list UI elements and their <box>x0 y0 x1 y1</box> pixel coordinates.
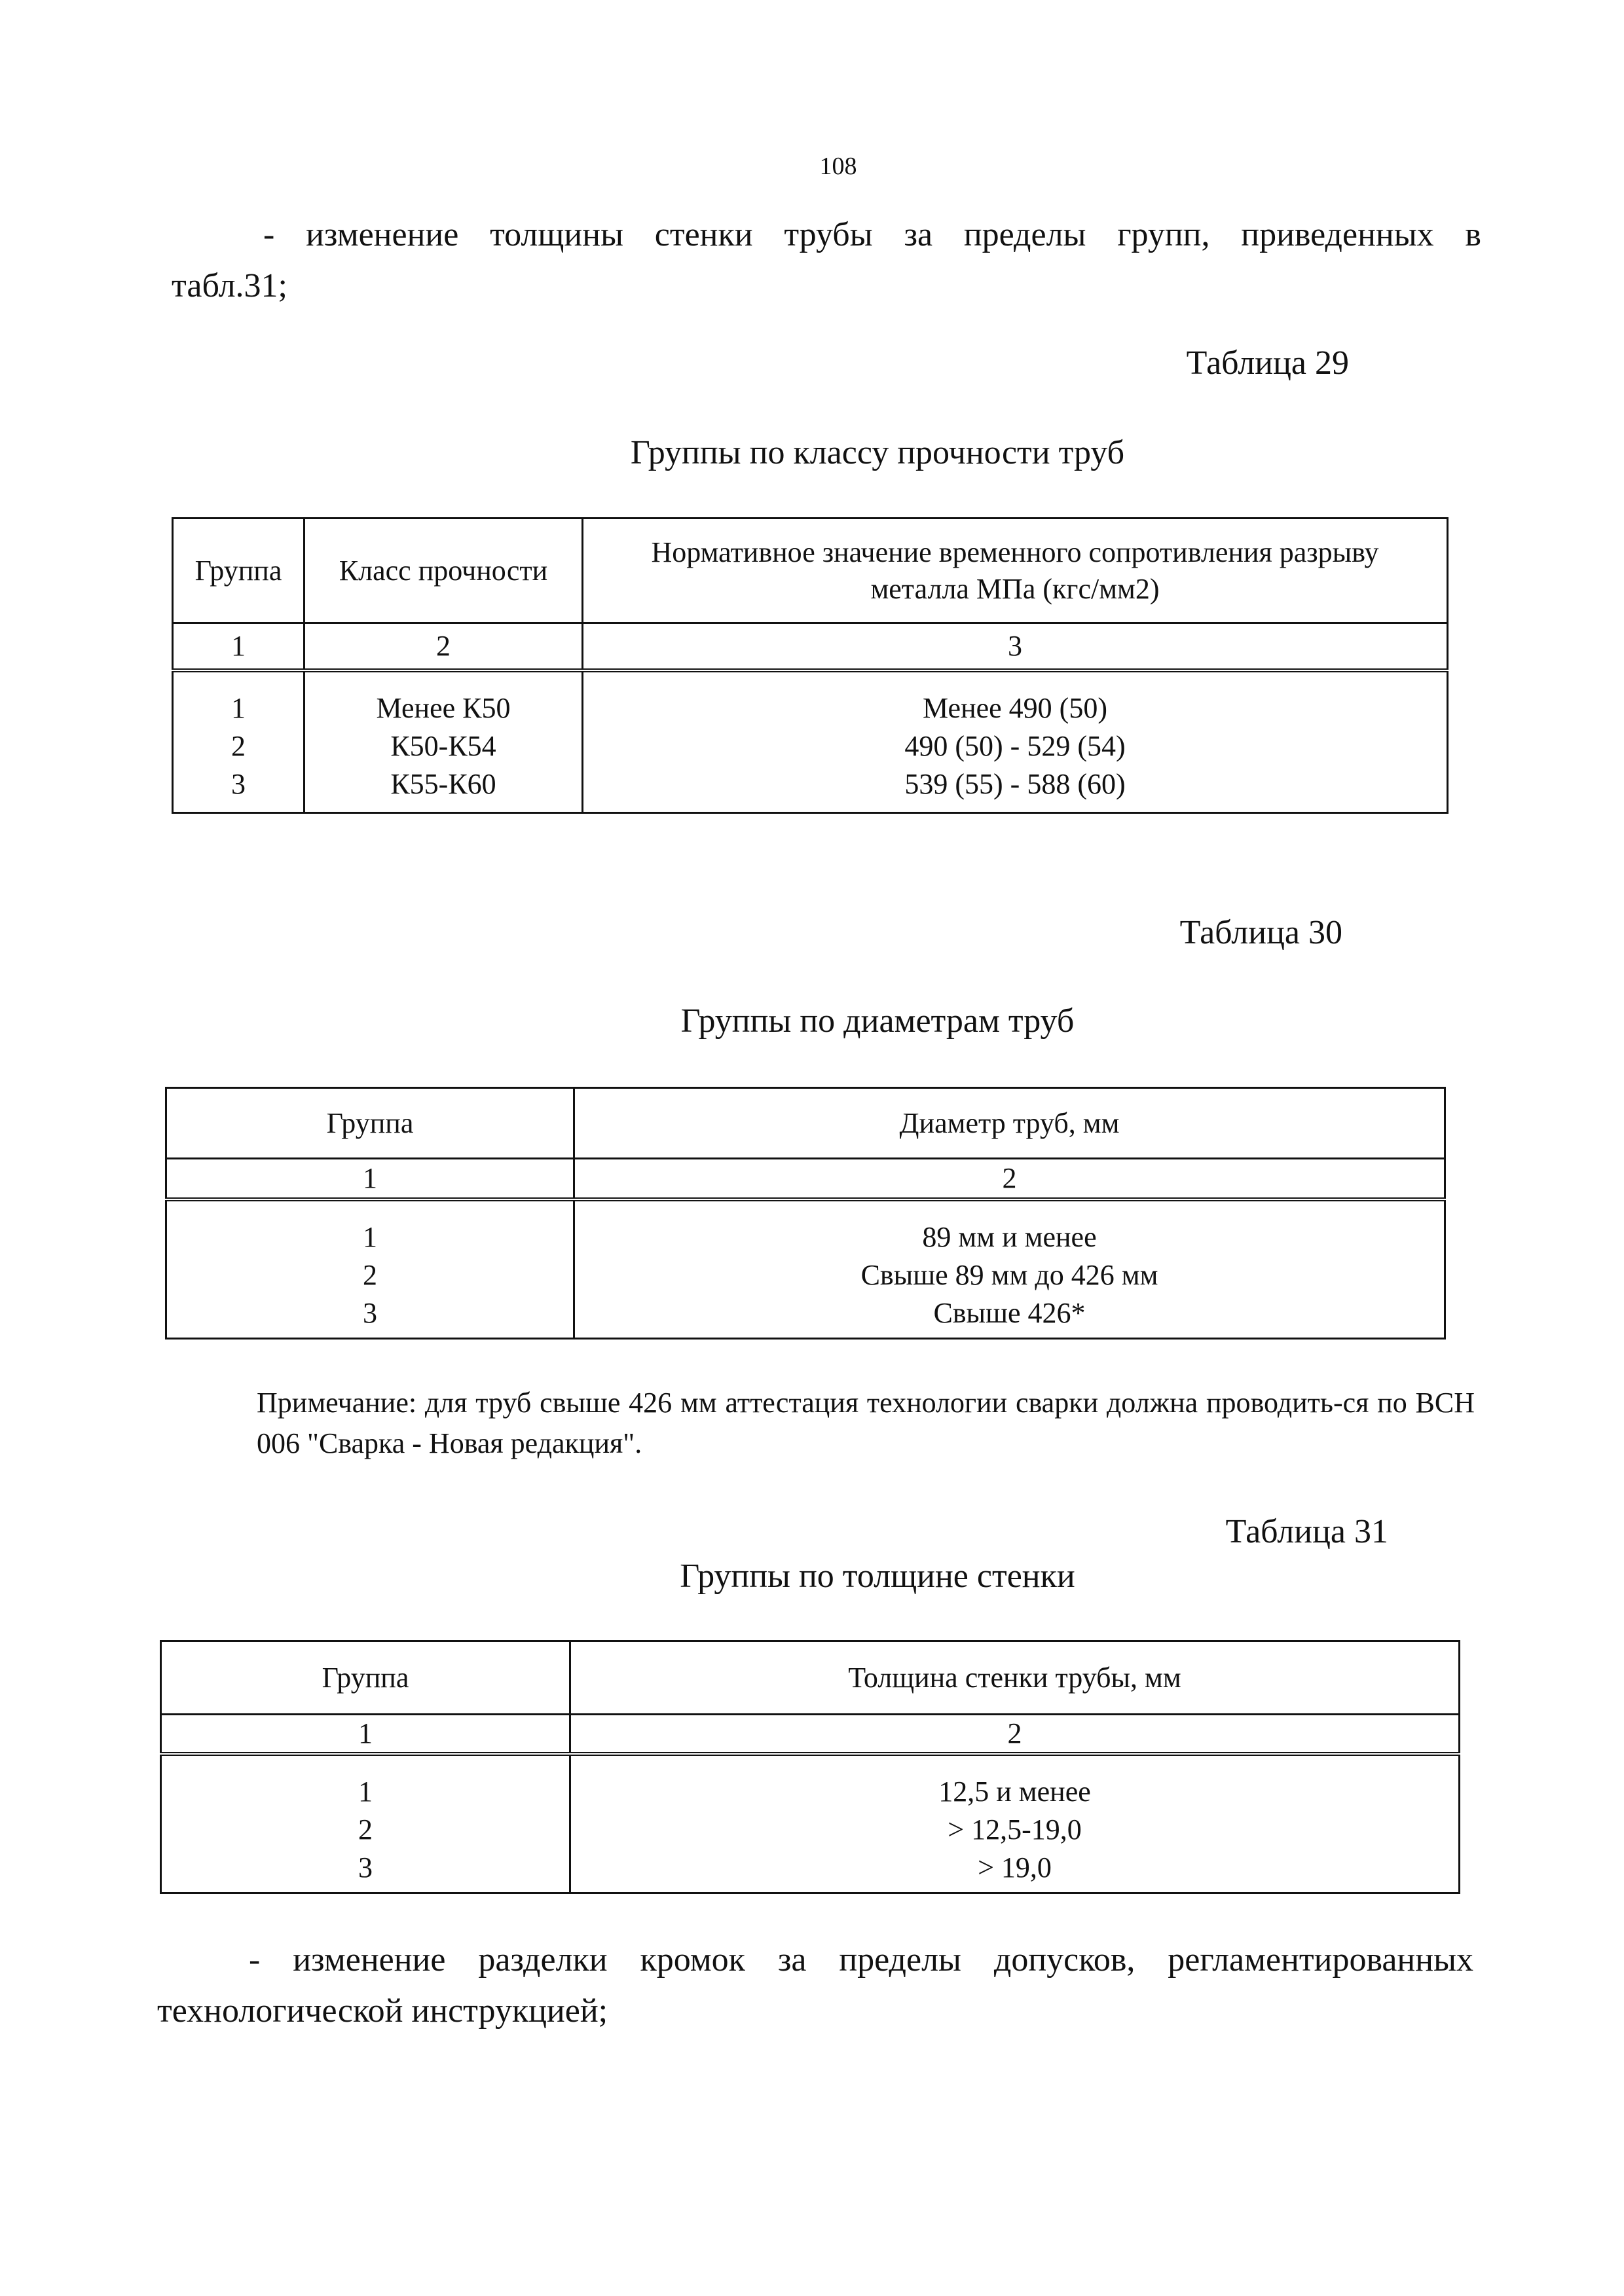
table30-row3-value: Свыше 426* <box>933 1296 1086 1329</box>
table30-header-diameter: Диаметр труб, мм <box>574 1088 1445 1159</box>
table30 <box>165 1087 1446 1339</box>
table31-row1-value: 12,5 и менее <box>938 1775 1091 1808</box>
table31-col-thickness <box>570 1754 1460 1893</box>
table30-row2-group: 2 <box>363 1258 377 1291</box>
intro-paragraph <box>172 210 1481 312</box>
table31-row3-group: 3 <box>358 1851 373 1884</box>
table30-col-group <box>166 1199 574 1339</box>
table29-col-class <box>304 670 583 813</box>
table29-col-value <box>583 670 1448 813</box>
table29-row1-class: Менее К50 <box>376 691 511 724</box>
table31-row3-value: > 19,0 <box>978 1851 1052 1884</box>
table31-row2-group: 2 <box>358 1813 373 1846</box>
table31-colnum-1: 1 <box>161 1715 570 1754</box>
table31-title: Группы по толщине стенки <box>680 1558 1075 1595</box>
table29-header-value: Нормативное значение временного сопротивления разрыву металла МПа (кгс/мм2) <box>583 519 1448 623</box>
table30-note: Примечание: для труб свыше 426 мм аттестация технологии сварки должна проводить-ся по ВСН 006 "Сварка - Новая редакция". <box>257 1387 1475 1459</box>
table29-colnum-3: 3 <box>583 623 1448 670</box>
table29-row2-value: 490 (50) - 529 (54) <box>904 729 1126 762</box>
table30-colnum-1: 1 <box>166 1159 574 1199</box>
page-number: 108 <box>819 153 857 180</box>
table31-header-group: Группа <box>161 1641 570 1715</box>
table30-row2-value: Свыше 89 мм до 426 мм <box>860 1258 1158 1291</box>
table29-row1-value: Менее 490 (50) <box>923 691 1107 724</box>
table30-row3-group: 3 <box>363 1296 377 1329</box>
table29-row3-group: 3 <box>231 767 246 800</box>
outro-line-2: технологической инструкцией; <box>157 1992 608 2030</box>
table31-colnum-2: 2 <box>570 1715 1460 1754</box>
table31-label: Таблица 31 <box>1225 1513 1388 1550</box>
table29-header-class: Класс прочности <box>304 519 583 623</box>
table29-row2-class: К50-К54 <box>390 729 496 762</box>
table29-row2-group: 2 <box>231 729 246 762</box>
table29-col-group <box>173 670 304 813</box>
table30-row1-group: 1 <box>363 1220 377 1253</box>
table30-row1-value: 89 мм и менее <box>922 1220 1097 1253</box>
table29-row3-class: К55-К60 <box>390 767 496 800</box>
table29-row3-value: 539 (55) - 588 (60) <box>904 767 1126 800</box>
table31-row1-group: 1 <box>358 1775 373 1808</box>
table30-title: Группы по диаметрам труб <box>680 1002 1075 1040</box>
outro-line-1: - изменение разделки кромок за пределы допусков, регламентированных <box>249 1941 1473 1978</box>
table30-label: Таблица 30 <box>1179 914 1342 951</box>
table29-label: Таблица 29 <box>1186 344 1349 382</box>
table29 <box>172 517 1449 814</box>
table29-colnum-2: 2 <box>304 623 583 670</box>
table29-title: Группы по классу прочности труб <box>630 434 1125 471</box>
outro-paragraph <box>157 1935 1473 2037</box>
table29-row1-group: 1 <box>231 691 246 724</box>
table29-header-group: Группа <box>173 519 304 623</box>
table31-header-thickness: Толщина стенки трубы, мм <box>570 1641 1460 1715</box>
table30-header-group: Группа <box>166 1088 574 1159</box>
table30-col-diameter <box>574 1199 1445 1339</box>
table31-col-group <box>161 1754 570 1893</box>
intro-line-1: - изменение толщины стенки трубы за пределы групп, приведенных в <box>263 216 1481 253</box>
table30-colnum-2: 2 <box>574 1159 1445 1199</box>
intro-line-2: табл.31; <box>172 267 287 304</box>
table31 <box>160 1640 1460 1894</box>
table31-row2-value: > 12,5-19,0 <box>948 1813 1082 1846</box>
table29-colnum-1: 1 <box>173 623 304 670</box>
